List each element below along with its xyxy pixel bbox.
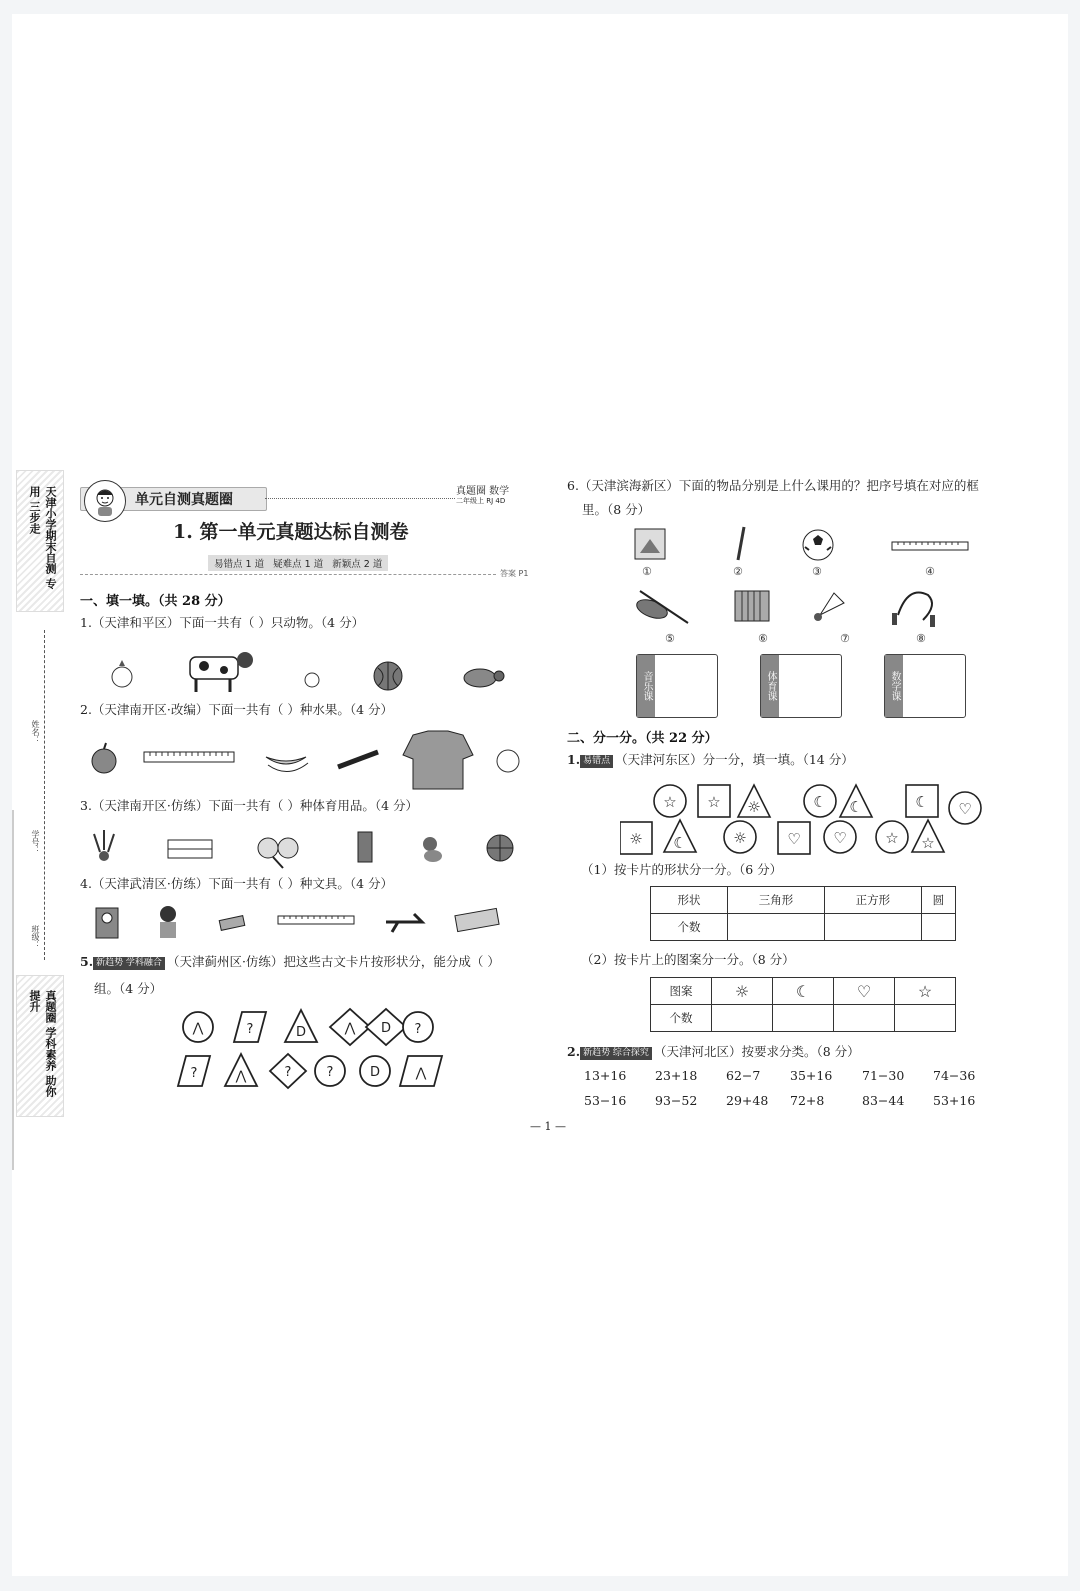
svg-text:☾: ☾ [813, 793, 827, 811]
svg-text:D: D [295, 1025, 307, 1040]
shape-table-header-2: 正方形 [824, 887, 921, 914]
rackets-icon [258, 838, 298, 868]
svg-text:♡: ♡ [787, 830, 801, 848]
svg-text:⋀: ⋀ [344, 1021, 356, 1036]
banner-title: 单元自测真题圈 [135, 492, 233, 508]
shape-table-cell[interactable] [824, 914, 921, 941]
error-point-tag: 易错点 [580, 755, 613, 768]
item-number-1: ① [642, 565, 652, 578]
stick-icon [738, 527, 744, 560]
side-brand-bottom-text: 真题圈 学科素养 助你提升 [28, 990, 57, 1097]
item-number-5: ⑤ [665, 632, 675, 645]
svg-text:☼: ☼ [629, 830, 643, 848]
item-number-6: ⑥ [758, 632, 768, 645]
svg-text:☆: ☆ [663, 793, 677, 811]
shape-table-cell[interactable] [921, 914, 955, 941]
shape-table-header-0: 形状 [651, 887, 728, 914]
ruler-icon-2 [278, 916, 354, 924]
pencil-box-icon [168, 840, 212, 858]
expression: 13+16 [584, 1068, 627, 1083]
side-edge-line [12, 810, 14, 1170]
pe-class-box[interactable] [760, 654, 842, 718]
expression: 83−44 [862, 1093, 905, 1108]
music-class-box[interactable] [636, 654, 718, 718]
brand-label: 真题圈 数学 [456, 486, 510, 497]
shape-table-header-3: 圆 [921, 887, 955, 914]
basketball-icon [487, 835, 513, 861]
q4-pictures [88, 898, 538, 948]
ruler-icon-3 [892, 542, 968, 550]
pattern-table-cell[interactable] [712, 1005, 773, 1032]
expression: 23+18 [655, 1068, 698, 1083]
svg-text:☆: ☆ [921, 834, 935, 852]
question-5-text: （天津蓟州区·仿练）把这些古文卡片按形状分，能分成（ ） [166, 954, 500, 969]
q3-pictures [88, 822, 538, 872]
question-5: 5. 新趋势 学科融合 （天津蓟州区·仿练）把这些古文卡片按形状分，能分成（ ） [80, 954, 500, 969]
math-class-box[interactable] [884, 654, 966, 718]
shirt-icon [403, 731, 473, 789]
question-6-cont: 里。（8 分） [582, 502, 651, 517]
q2-pictures [88, 725, 538, 790]
ruler-icon [144, 752, 234, 762]
pencil-case-icon [455, 908, 499, 931]
side-dashed-line [44, 630, 45, 960]
question-5-cont: 组。（4 分） [94, 981, 163, 996]
shape-table-header-1: 三角形 [728, 887, 825, 914]
book-stack-icon [358, 832, 372, 862]
shuttlecock-icon [94, 830, 114, 861]
points-bar: 易错点 1 道 疑难点 1 道 新颖点 2 道 [208, 555, 388, 571]
svg-text:⋀: ⋀ [192, 1021, 204, 1036]
pattern-table-cell[interactable] [773, 1005, 834, 1032]
page-title: 1. 第一单元真题达标自测卷 [173, 521, 409, 543]
item-number-7: ⑦ [840, 632, 850, 645]
apple-icon [92, 743, 116, 773]
sub-question-2: （2）按卡片上的图案分一分。（8 分） [581, 952, 795, 967]
question-6: 6.（天津滨海新区）下面的物品分别是上什么课用的？把序号填在对应的框 [567, 478, 979, 493]
s2-question-2: 2. 新趋势 综合探究 （天津河北区）按要求分类。（8 分） [567, 1044, 860, 1059]
question-3: 3.（天津南开区·仿练）下面一共有（ ）种体育用品。（4 分） [80, 798, 419, 813]
page-number: — 1 — [530, 1120, 566, 1133]
math-book-icon [635, 529, 665, 559]
side-label-name: 姓名： [31, 720, 40, 744]
expression: 53−16 [584, 1093, 627, 1108]
mascot-avatar [84, 480, 126, 522]
svg-text:☾: ☾ [673, 834, 687, 852]
side-label-class: 班级： [31, 925, 40, 949]
s2-question-1-text: （天津河东区）分一分，填一填。（14 分） [615, 752, 854, 767]
trend-tag-2: 新趋势 综合探究 [580, 1047, 652, 1060]
toy-dog-icon [423, 837, 442, 862]
banana-icon [266, 757, 308, 772]
cow-icon [190, 652, 253, 692]
svg-text:☾: ☾ [915, 793, 929, 811]
expression: 72+8 [790, 1093, 825, 1108]
pattern-table-header-4: ☆ [895, 978, 956, 1005]
pattern-table-header-0: 图案 [651, 978, 712, 1005]
svg-text:☼: ☼ [733, 829, 747, 847]
accordion-icon [735, 591, 769, 621]
grade-label: 二年级上 RJ 4D [456, 497, 506, 505]
item-number-8: ⑧ [916, 632, 926, 645]
jump-rope-icon [892, 593, 935, 628]
item-number-2: ② [733, 565, 743, 578]
expression: 93−52 [655, 1093, 698, 1108]
eraser-icon [219, 916, 245, 931]
question-4: 4.（天津武清区·仿练）下面一共有（ ）种文具。（4 分） [80, 876, 394, 891]
svg-text:☾: ☾ [849, 798, 863, 816]
question-1: 1.（天津和平区）下面一共有（ ）只动物。（4 分） [80, 615, 365, 630]
expression: 53+16 [933, 1093, 976, 1108]
svg-text:⋀: ⋀ [235, 1069, 247, 1084]
music-class-label: 音乐课 [637, 655, 655, 717]
svg-text:?: ? [414, 1022, 422, 1037]
small-fruit-icon [305, 673, 319, 687]
expression: 74−36 [933, 1068, 976, 1083]
pattern-table-row-label: 个数 [651, 1005, 712, 1032]
pattern-table-header-2: ☾ [773, 978, 834, 1005]
turtle-icon [464, 669, 504, 687]
shape-cards [620, 780, 990, 860]
shape-table-cell[interactable] [728, 914, 825, 941]
shape-table [650, 886, 956, 941]
pattern-table-cell[interactable] [895, 1005, 956, 1032]
shuttlecock-icon-2 [814, 593, 844, 621]
svg-text:⋀: ⋀ [415, 1066, 427, 1081]
q1-pictures [100, 640, 520, 695]
pe-class-label: 体育课 [761, 655, 779, 717]
q6-items-row2 [630, 585, 990, 630]
expression: 71−30 [862, 1068, 905, 1083]
plane-icon [386, 914, 422, 932]
violin-icon [634, 591, 688, 623]
pattern-table-cell[interactable] [834, 1005, 895, 1032]
pattern-table-header-3: ♡ [834, 978, 895, 1005]
svg-text:♡: ♡ [833, 829, 847, 847]
expression: 29+48 [726, 1093, 769, 1108]
q5-cards [170, 1005, 450, 1095]
expression: 62−7 [726, 1068, 761, 1083]
header-dotted-line [265, 498, 455, 499]
section-1-heading: 一、填一填。（共 28 分） [80, 594, 231, 609]
watermelon-icon [374, 662, 402, 690]
item-number-3: ③ [812, 565, 822, 578]
expression: 35+16 [790, 1068, 833, 1083]
girl-icon [160, 906, 176, 938]
item-number-4: ④ [925, 565, 935, 578]
svg-text:?: ? [284, 1065, 292, 1080]
q6-items-row1 [630, 525, 990, 565]
pencil-icon [338, 752, 378, 767]
svg-text:D: D [369, 1065, 381, 1080]
side-brand-top-text: 天津小学期末自测 专用 三步走 [28, 486, 57, 589]
sub-question-1: （1）按卡片的形状分一分。（6 分） [581, 862, 783, 877]
svg-text:♡: ♡ [958, 800, 972, 818]
svg-text:?: ? [326, 1065, 334, 1080]
s2-question-1: 1. 易错点 （天津河东区）分一分，填一填。（14 分） [567, 752, 854, 767]
svg-text:?: ? [246, 1022, 254, 1037]
svg-text:D: D [380, 1021, 392, 1036]
section-2-heading: 二、分一分。（共 22 分） [567, 731, 718, 746]
svg-text:☆: ☆ [885, 829, 899, 847]
chick-icon [112, 660, 132, 687]
math-class-label: 数学课 [885, 655, 903, 717]
header-dash-line [80, 574, 496, 575]
s2-question-2-text: （天津河北区）按要求分类。（8 分） [653, 1044, 860, 1059]
pattern-table [650, 977, 956, 1032]
svg-text:?: ? [190, 1066, 198, 1081]
answer-ref: 答案 P1 [500, 569, 529, 578]
question-2: 2.（天津南开区·改编）下面一共有（ ）种水果。（4 分） [80, 702, 394, 717]
svg-text:☆: ☆ [707, 793, 721, 811]
shape-table-row-label: 个数 [651, 914, 728, 941]
side-label-id: 学号： [31, 830, 40, 854]
sharpener-icon [96, 908, 118, 938]
pattern-table-header-1: ☼ [712, 978, 773, 1005]
soccer-ball-icon [803, 530, 833, 560]
peach-icon [497, 750, 519, 772]
svg-text:☼: ☼ [747, 798, 761, 816]
trend-tag: 新趋势 学科融合 [93, 957, 165, 970]
